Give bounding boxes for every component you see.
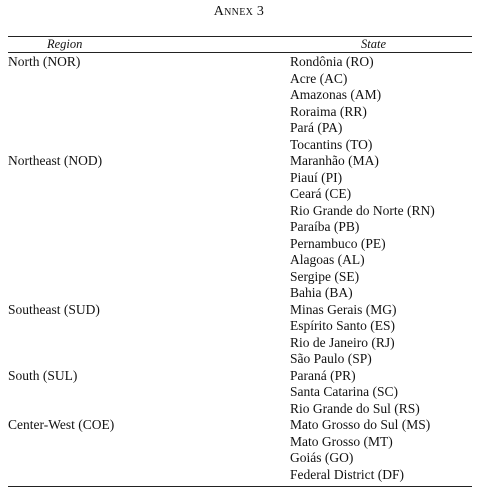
table-row (0, 120, 478, 137)
table-row (0, 450, 478, 467)
region-cell: North (NOR) (8, 54, 81, 69)
region-cell: Southeast (SUD) (8, 301, 100, 317)
state-cell: Goiás (GO) (290, 450, 354, 465)
table-row (0, 170, 478, 187)
table-row (0, 104, 478, 121)
table-row (0, 137, 478, 154)
table-row (0, 335, 478, 352)
table-row (0, 467, 478, 484)
state-cell: Paraná (PR) (290, 367, 356, 383)
state-cell: Santa Catarina (SC) (290, 384, 398, 399)
state-cell: Alagoas (AL) (290, 252, 365, 267)
table-row (0, 153, 478, 170)
table-row (0, 285, 478, 302)
table-row (0, 269, 478, 286)
column-header-state: State (361, 37, 386, 51)
table-row (0, 186, 478, 203)
table-row (0, 351, 478, 368)
state-cell: Rio Grande do Sul (RS) (290, 400, 420, 416)
table-header-rule (8, 52, 472, 53)
state-cell: Roraima (RR) (290, 103, 367, 119)
state-cell: Minas Gerais (MG) (290, 301, 397, 317)
table-row (0, 417, 478, 434)
state-cell: Amazonas (AM) (290, 87, 382, 102)
table-row (0, 87, 478, 104)
table-row (0, 434, 478, 451)
state-cell: Sergipe (SE) (290, 268, 360, 284)
table-row (0, 384, 478, 401)
state-cell: Paraíba (PB) (290, 219, 360, 234)
table-body (0, 54, 478, 483)
annex-title: Annex 3 (213, 4, 265, 19)
state-cell: Mato Grosso do Sul (MS) (290, 417, 431, 432)
state-cell: Federal District (DF) (290, 466, 404, 482)
table-row (0, 401, 478, 418)
region-cell: Center-West (COE) (8, 417, 115, 432)
state-cell: Pernambuco (PE) (290, 235, 386, 251)
table-row (0, 54, 478, 71)
state-cell: Pará (PA) (290, 120, 343, 135)
state-cell: Acre (AC) (290, 70, 348, 86)
table-bottom-rule (8, 486, 472, 487)
table-row (0, 203, 478, 220)
state-cell: São Paulo (SP) (290, 351, 372, 366)
state-cell: Rio de Janeiro (RJ) (290, 334, 395, 350)
region-cell: South (SUL) (8, 367, 78, 383)
state-cell: Espírito Santo (ES) (290, 318, 395, 333)
table-row (0, 368, 478, 385)
table-row (0, 302, 478, 319)
table-row (0, 71, 478, 88)
column-header-region: Region (47, 37, 83, 51)
table-row (0, 219, 478, 236)
table-row (0, 236, 478, 253)
region-cell: Northeast (NOD) (8, 153, 103, 168)
table-row (0, 252, 478, 269)
state-cell: Rondônia (RO) (290, 54, 374, 69)
state-cell: Rio Grande do Norte (RN) (290, 202, 435, 218)
state-cell: Bahia (BA) (290, 285, 353, 300)
state-cell: Tocantins (TO) (290, 136, 373, 152)
state-cell: Mato Grosso (MT) (290, 433, 393, 449)
state-cell: Ceará (CE) (290, 186, 352, 201)
state-cell: Maranhão (MA) (290, 153, 379, 168)
state-cell: Piauí (PI) (290, 169, 343, 185)
table-row (0, 318, 478, 335)
